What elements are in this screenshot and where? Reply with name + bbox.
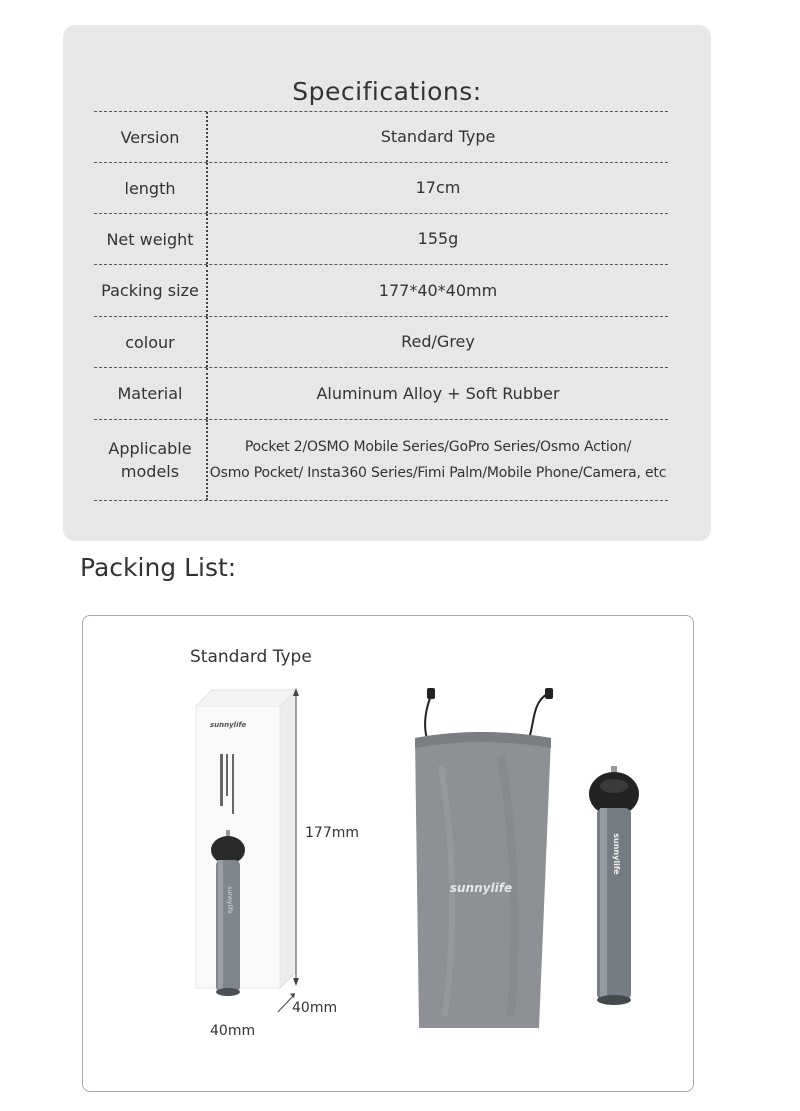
- spec-value-line: Pocket 2/OSMO Mobile Series/GoPro Series/Osmo Action/: [244, 439, 632, 455]
- dimension-height-label: 177mm: [305, 825, 359, 841]
- spec-value: Standard Type: [380, 127, 496, 146]
- spec-row-length: [94, 162, 668, 213]
- spec-row-net-weight: [94, 213, 668, 264]
- specifications-table: [94, 111, 668, 501]
- spec-key: Packing size: [94, 265, 208, 316]
- spec-key: Version: [94, 112, 208, 162]
- spec-row-colour: [94, 316, 668, 367]
- spec-value: Aluminum Alloy + Soft Rubber: [316, 383, 560, 403]
- spec-key: Material: [94, 368, 208, 419]
- pouch-brand-logo: sunnylife: [449, 881, 513, 895]
- packing-list-box: [82, 615, 694, 1092]
- spec-value: Red/Grey: [401, 332, 475, 351]
- spec-row-material: [94, 367, 668, 419]
- spec-key: Net weight: [94, 214, 208, 264]
- stick-in-box: [211, 830, 245, 996]
- spec-value: 177*40*40mm: [378, 280, 498, 300]
- packing-list-title: Packing List:: [80, 553, 237, 582]
- spec-row-applicable-models: [94, 419, 668, 501]
- svg-text:sunnylife: sunnylife: [226, 886, 233, 914]
- spec-key: length: [94, 163, 208, 213]
- standard-type-label: Standard Type: [190, 647, 312, 667]
- svg-text:sunnylife: sunnylife: [612, 833, 621, 875]
- dimension-width-label: 40mm: [210, 1023, 256, 1039]
- spec-row-version: [94, 111, 668, 162]
- spec-value-line: Osmo Pocket/ Insta360 Series/Fimi Palm/Mobile Phone/Camera, etc: [209, 465, 667, 481]
- spec-value: 17cm: [415, 178, 461, 197]
- spec-value: [208, 434, 668, 486]
- spec-key-line: models: [120, 462, 180, 481]
- specifications-title: Specifications:: [292, 77, 482, 106]
- extension-stick-image: [583, 764, 645, 1009]
- spec-row-packing-size: [94, 264, 668, 316]
- box-brand-logo: sunnylife: [210, 721, 247, 729]
- specifications-panel: [63, 25, 711, 541]
- spec-value: 155g: [417, 229, 459, 248]
- spec-key-line: Applicable: [108, 439, 192, 458]
- spec-key: colour: [94, 317, 208, 367]
- dimension-depth-label: 40mm: [292, 1000, 338, 1016]
- spec-key: [94, 420, 208, 500]
- storage-pouch-image: [401, 686, 563, 1036]
